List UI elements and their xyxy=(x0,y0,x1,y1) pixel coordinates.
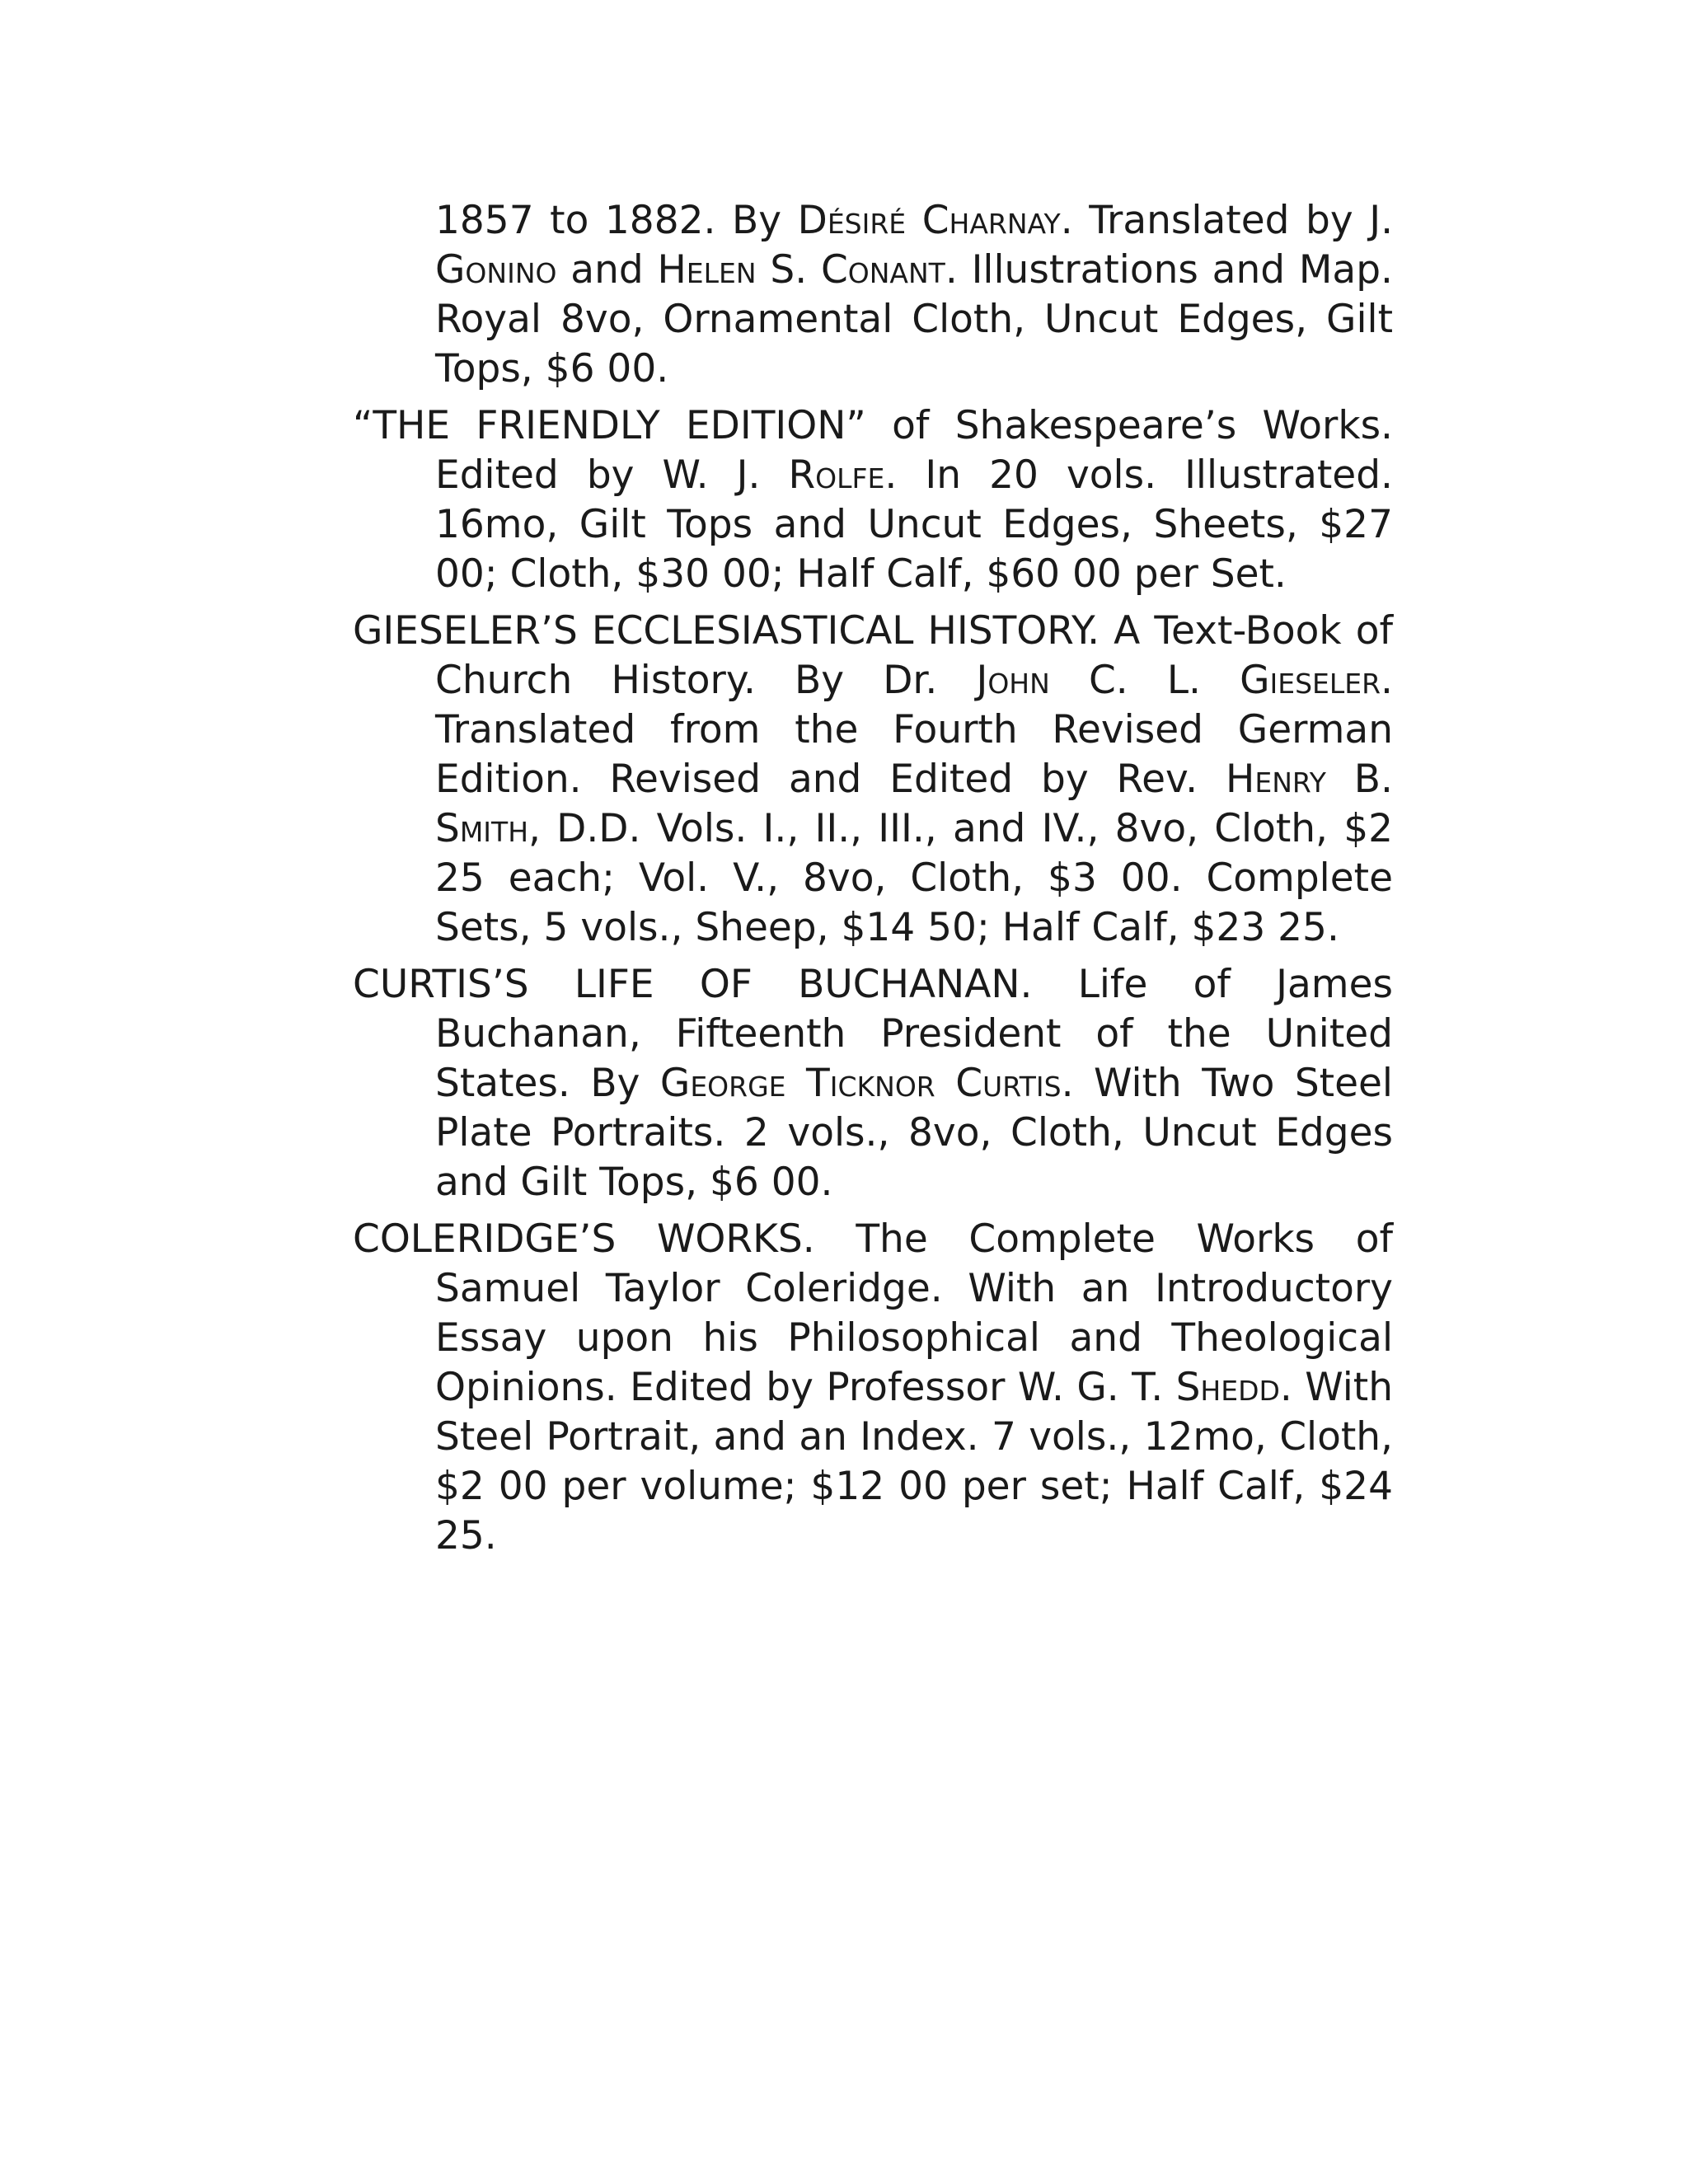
entry-text: , D.D. Vols. I., II., III., and IV., 8vo, Cloth, $2 25 each; Vol. V., 8vo, Cloth, $3 00. Complete Sets, 5 vols., Sheep, $14 50; Half Calf, $23 25. xyxy=(435,806,1393,950)
entry-text: COLERIDGE’S WORKS. The Complete Works of Samuel Taylor Coleridge. With an Introductory Essay upon his Philosophical and Theological Opinions. Edited by Professor W. G. T. xyxy=(353,1216,1393,1410)
entry-text: 1857 to 1882. By xyxy=(435,198,798,243)
editor-name: Rolfe xyxy=(788,452,885,498)
entry-text: “THE FRIENDLY EDITION” of Shakespeare’s Works. Edited by W. J. xyxy=(353,403,1393,498)
entry-text: CURTIS’S LIFE OF BUCHANAN. Life of James Buchanan, Fifteenth President of the United States. By xyxy=(353,962,1393,1106)
author-name: Désiré Charnay xyxy=(797,198,1061,243)
catalogue-entry-curtis xyxy=(353,960,1393,1207)
author-first-name: John xyxy=(976,658,1050,703)
entry-text: and xyxy=(556,247,658,293)
entry-text: S. xyxy=(756,247,821,293)
author-last-name: Gieseler xyxy=(1240,658,1381,703)
entry-text: . Illustrations and Map. Royal 8vo, Ornamental Cloth, Uncut Edges, Gilt Tops, $6 00. xyxy=(435,247,1393,391)
catalogue-entry-gieseler xyxy=(353,607,1393,953)
editor-first-name: Henry xyxy=(1226,757,1326,802)
catalogue-entry-coleridge xyxy=(353,1215,1393,1561)
entry-text: . Translated from the Fourth Revised German Edition. Revised and Edited by Rev. xyxy=(435,658,1393,802)
entry-text: . Translated by J. xyxy=(1060,198,1394,243)
catalogue-entry-friendly-edition xyxy=(353,401,1393,599)
catalogue-entry-charnay-continued xyxy=(353,196,1393,394)
entry-text: . In 20 vols. Illustrated. 16mo, Gilt Tops and Uncut Edges, Sheets, $27 00; Cloth, $30 00; Half Calf, $60 00 per Set. xyxy=(435,452,1393,597)
translator-first-name: Helen xyxy=(657,247,757,293)
entry-text: . With Two Steel Plate Portraits. 2 vols., 8vo, Cloth, Uncut Edges and Gilt Tops, $6 00. xyxy=(435,1061,1393,1205)
editor-name: Shedd xyxy=(1175,1365,1280,1410)
entry-text: B. xyxy=(1325,757,1393,802)
translator-last-name: Conant xyxy=(820,247,945,293)
editor-last-name: Smith xyxy=(435,806,529,851)
entry-text: . With Steel Portrait, and an Index. 7 vols., 12mo, Cloth, $2 00 per volume; $12 00 per set; Half Calf, $24 25. xyxy=(435,1365,1393,1558)
catalogue-page xyxy=(353,196,1393,1568)
author-name: George Ticknor Curtis xyxy=(659,1061,1062,1106)
entry-text: GIESELER’S ECCLESIASTICAL HISTORY. A Text-Book of Church History. By Dr. xyxy=(353,608,1393,703)
entry-text: C. L. xyxy=(1049,658,1240,703)
translator-name: Gonino xyxy=(435,247,557,293)
